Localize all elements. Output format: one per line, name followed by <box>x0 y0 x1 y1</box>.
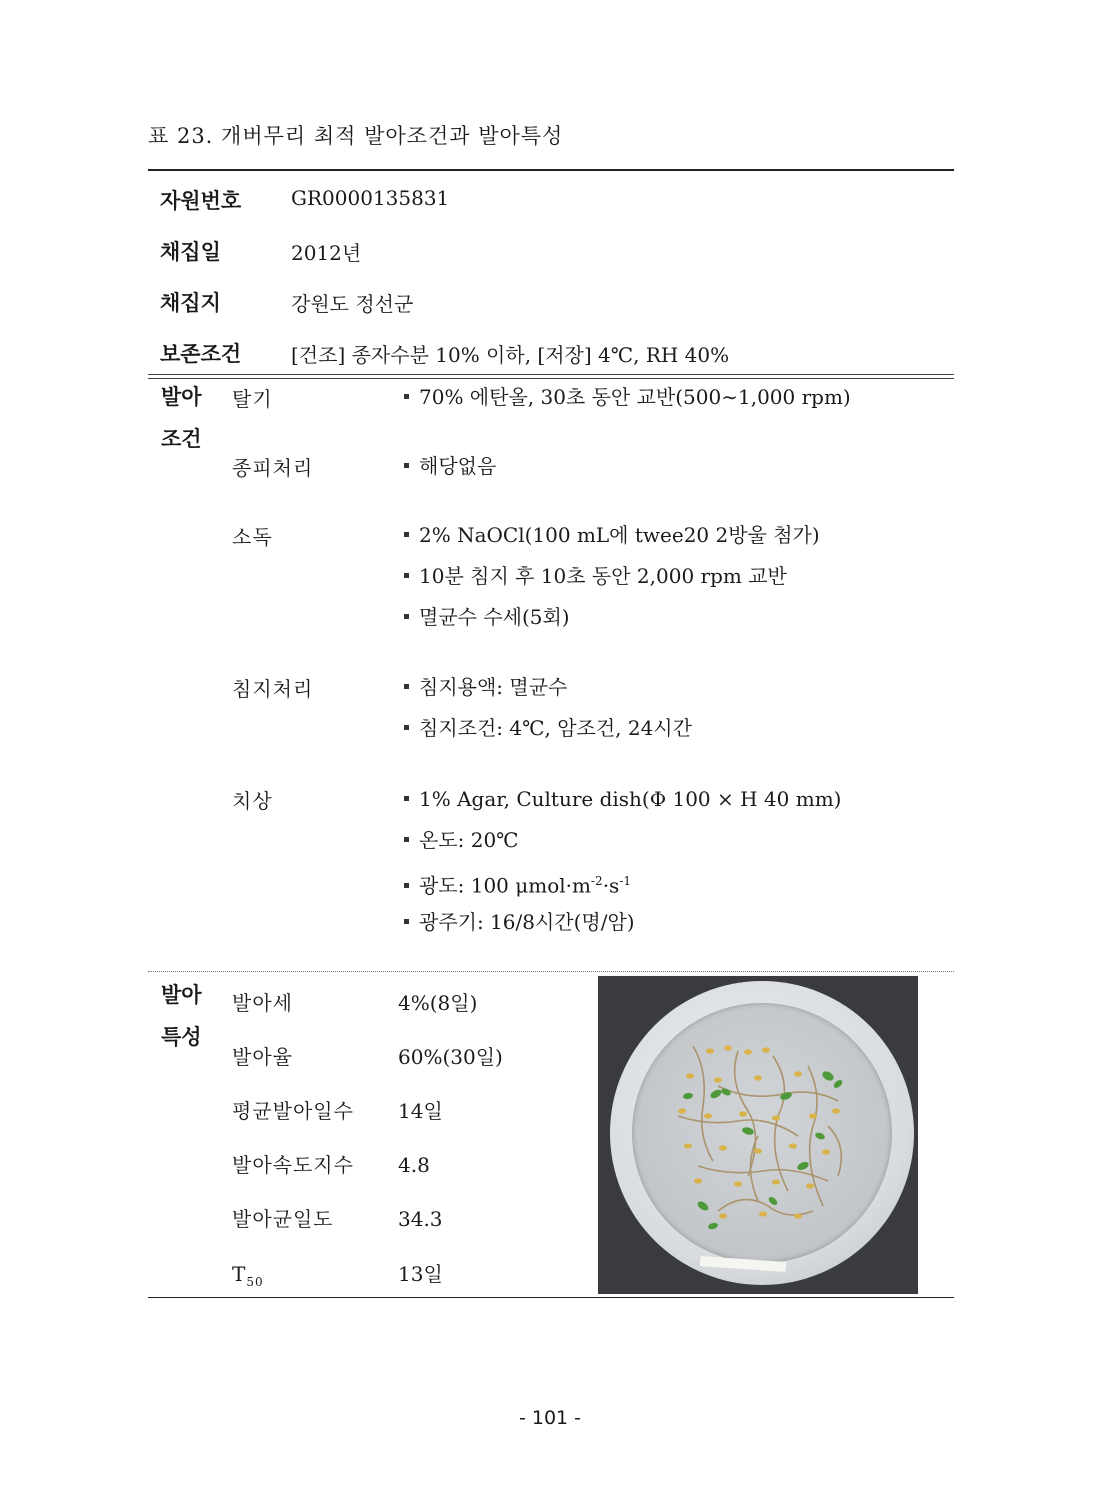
step-soaking-label: 침지처리 <box>232 677 314 701</box>
conditions-section-label: 발아 조건 <box>161 385 202 451</box>
list-item: 광주기: 16/8시간(명/암) <box>404 908 841 949</box>
step-sowing-label: 치상 <box>232 789 273 813</box>
resource-number-label: 자원번호 <box>160 189 242 213</box>
bullet-icon <box>404 463 409 468</box>
list-item: 70% 에탄올, 30초 동안 교반(500∼1,000 rpm) <box>404 383 851 424</box>
seedlings-illustration <box>598 976 918 1294</box>
table-row: 발아속도지수 4.8 <box>232 1153 430 1177</box>
storage-condition-value: [건조] 종자수분 10% 이하, [저장] 4℃, RH 40% <box>291 343 730 367</box>
table-row: 발아균일도 34.3 <box>232 1207 443 1231</box>
list-item: 침지용액: 멸균수 <box>404 673 692 714</box>
table-row: $T_{50}$ 13일 <box>232 1262 443 1289</box>
bullet-icon <box>404 684 409 689</box>
bullet-icon <box>404 394 409 399</box>
list-item: 멸균수 수세(5회) <box>404 603 820 644</box>
collection-site-value: 강원도 정선군 <box>291 292 414 316</box>
list-item: 광도: 100 $\mu mol\cdot m^{-2}\cdot s^{-1}$ <box>404 867 841 908</box>
list-item: 온도: 20℃ <box>404 826 841 867</box>
bullet-icon <box>404 919 409 924</box>
top-rule <box>148 169 954 171</box>
double-rule <box>148 374 954 379</box>
step-disinfection-label: 소독 <box>232 525 273 549</box>
bullet-icon <box>404 532 409 537</box>
bullet-icon <box>404 573 409 578</box>
list-item: 해당없음 <box>404 452 496 493</box>
page-number: - 101 - <box>518 1407 582 1429</box>
characteristics-section-label: 발아 특성 <box>161 983 202 1049</box>
collection-date-label: 채집일 <box>160 240 221 264</box>
table-row: 평균발아일수 14일 <box>232 1099 443 1123</box>
step-degassing-items <box>404 383 851 424</box>
step-degassing-label: 탈기 <box>232 387 273 411</box>
bullet-icon <box>404 837 409 842</box>
collection-site-label: 채집지 <box>160 291 221 315</box>
step-sowing-items <box>404 785 841 949</box>
dotted-rule <box>148 971 954 972</box>
list-item: 1% Agar, Culture dish(Φ 100 × H 40 mm) <box>404 785 841 826</box>
table-caption: 표 23. 개버무리 최적 발아조건과 발아특성 <box>148 124 564 148</box>
bullet-icon <box>404 796 409 801</box>
list-item: 2% NaOCl(100 mL에 twee20 2방울 첨가) <box>404 521 820 562</box>
step-seedcoat-label: 종피처리 <box>232 456 314 480</box>
bottom-rule <box>148 1297 954 1298</box>
bullet-icon <box>404 883 409 888</box>
storage-condition-label: 보존조건 <box>160 342 242 366</box>
bullet-icon <box>404 725 409 730</box>
bullet-icon <box>404 614 409 619</box>
resource-number-value: GR0000135831 <box>291 186 450 210</box>
list-item: 10분 침지 후 10초 동안 2,000 rpm 교반 <box>404 562 820 603</box>
step-seedcoat-items <box>404 452 496 493</box>
list-item: 침지조건: 4℃, 암조건, 24시간 <box>404 714 692 755</box>
step-soaking-items <box>404 673 692 755</box>
petri-dish-photo <box>598 976 918 1294</box>
step-disinfection-items <box>404 521 820 644</box>
table-row: 발아율 60%(30일) <box>232 1045 503 1069</box>
table-row: 발아세 4%(8일) <box>232 991 478 1015</box>
collection-date-value: 2012년 <box>291 241 362 265</box>
